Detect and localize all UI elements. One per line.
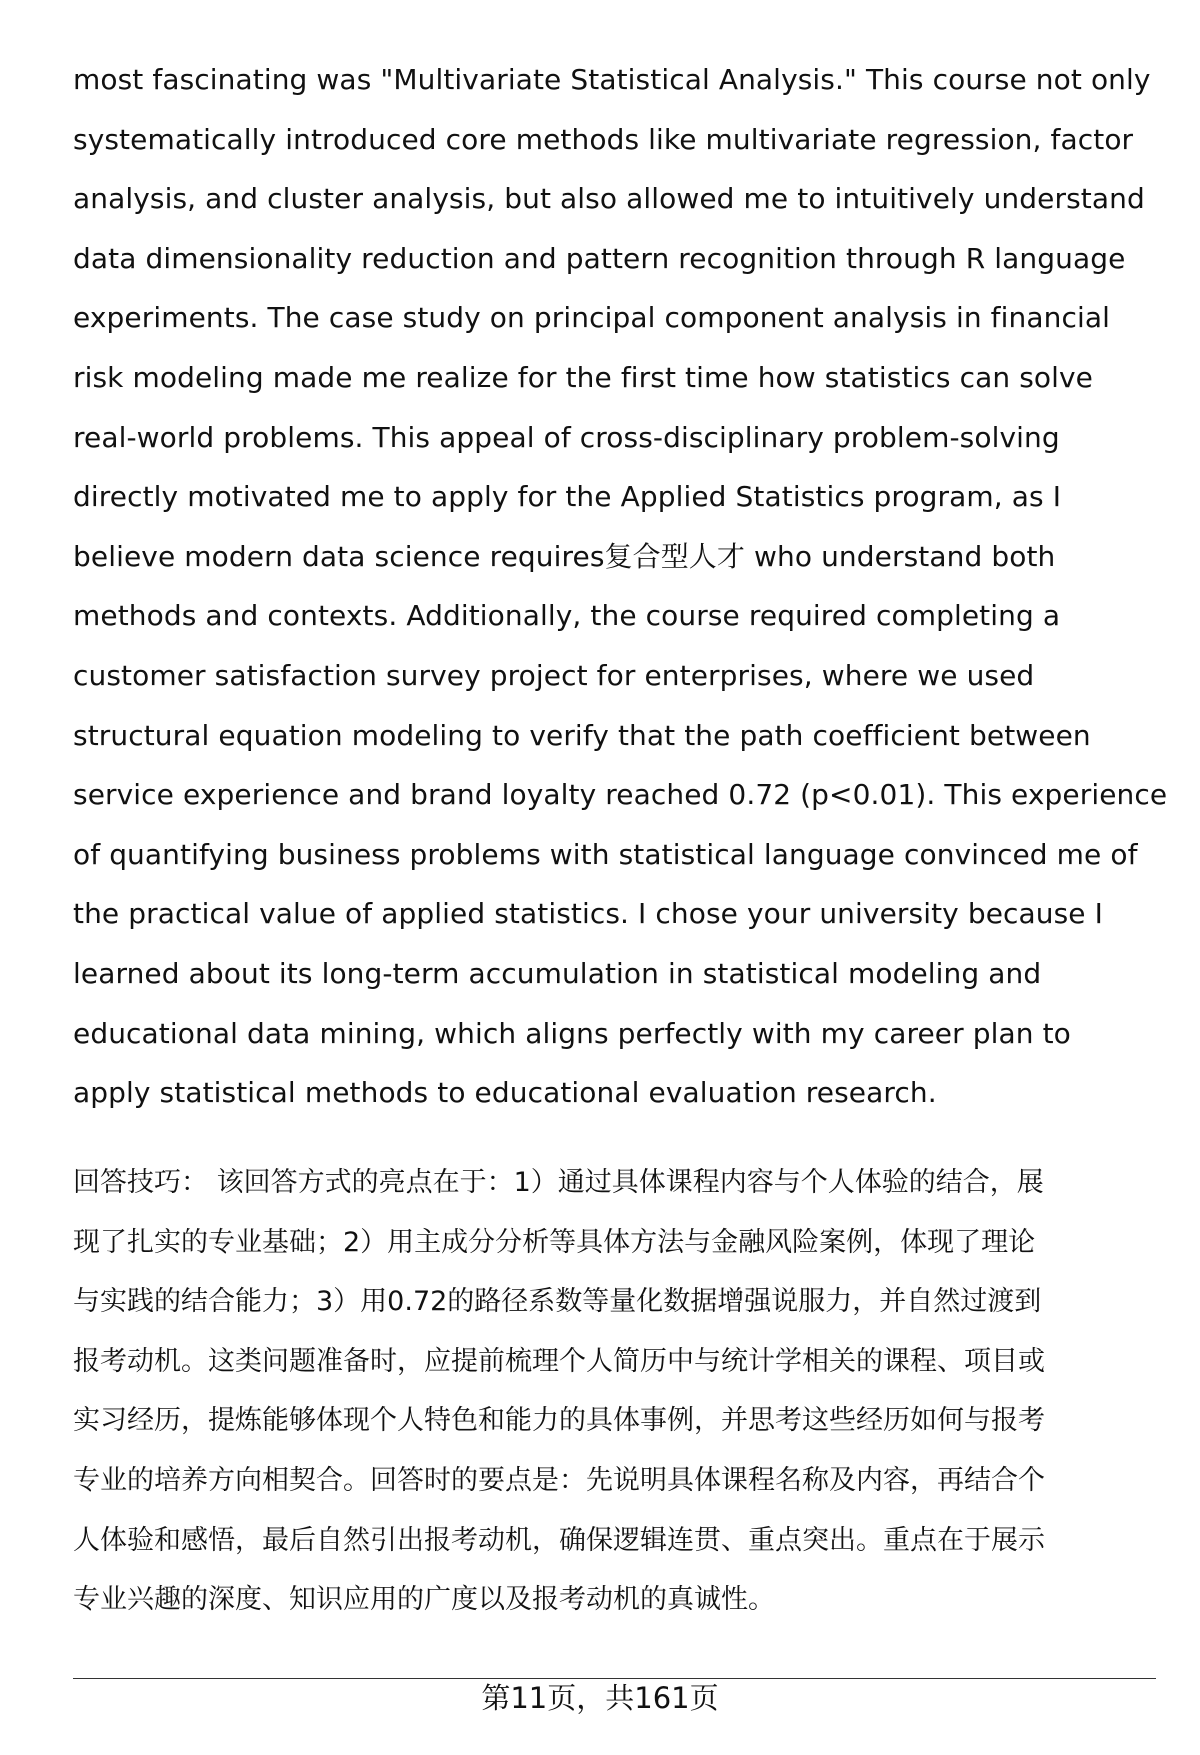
text-line: directly motivated me to apply for the Applied Statistics program, as I [73, 480, 1062, 514]
text-line: 回答技巧： 该回答方式的亮点在于：1）通过具体课程内容与个人体验的结合，展 [73, 1167, 1044, 1198]
text-line: 人体验和感悟，最后自然引出报考动机，确保逻辑连贯、重点突出。重点在于展示 [73, 1524, 1045, 1556]
text-line: customer satisfaction survey project for enterprises, where we used [73, 659, 1035, 692]
text-line: systematically introduced core methods like multivariate regression, factor [73, 122, 1134, 156]
text-line: the practical value of applied statistics. I chose your university because I [73, 897, 1103, 931]
text-line: 与实践的结合能力；3）用0.72的路径系数等量化数据增强说服力，并自然过渡到 [73, 1286, 1042, 1318]
text-line: learned about its long-term accumulation in statistical modeling and [73, 957, 1042, 990]
text-line: service experience and brand loyalty reached 0.72 (p<0.01). This experience [73, 778, 1168, 812]
text-line: apply statistical methods to educational evaluation research. [73, 1076, 937, 1110]
text-line: believe modern data science requires复合型人才 who understand both [73, 539, 1056, 573]
text-line: 专业兴趣的深度、知识应用的广度以及报考动机的真诚性。 [73, 1584, 775, 1616]
text-line: structural equation modeling to verify that the path coefficient between [73, 718, 1091, 752]
text-line: data dimensionality reduction and pattern recognition through R language [73, 241, 1126, 275]
text-line: analysis, and cluster analysis, but also allowed me to intuitively understand [73, 182, 1145, 216]
text-line: 报考动机。这类问题准备时，应提前梳理个人简历中与统计学相关的课程、项目或 [73, 1345, 1045, 1377]
text-line: methods and contexts. Additionally, the course required completing a [73, 599, 1061, 633]
text-line: risk modeling made me realize for the first time how statistics can solve [73, 361, 1093, 394]
text-line: 专业的培养方向相契合。回答时的要点是：先说明具体课程名称及内容，再结合个 [73, 1465, 1045, 1496]
text-line: experiments. The case study on principal component analysis in financial [73, 301, 1110, 335]
page-number: 第11页，共161页 [481, 1681, 719, 1715]
text-line: educational data mining, which aligns perfectly with my career plan to [73, 1016, 1071, 1050]
text-line: 现了扎实的专业基础；2）用主成分分析等具体方法与金融风险案例，体现了理论 [73, 1226, 1036, 1258]
text-line: 实习经历，提炼能够体现个人特色和能力的具体事例，并思考这些经历如何与报考 [73, 1405, 1045, 1437]
text-line: real-world problems. This appeal of cross-disciplinary problem-solving [73, 420, 1060, 454]
text-line: most fascinating was "Multivariate Statistical Analysis." This course not only [73, 63, 1151, 96]
text-line: of quantifying business problems with statistical language convinced me of [73, 837, 1138, 871]
